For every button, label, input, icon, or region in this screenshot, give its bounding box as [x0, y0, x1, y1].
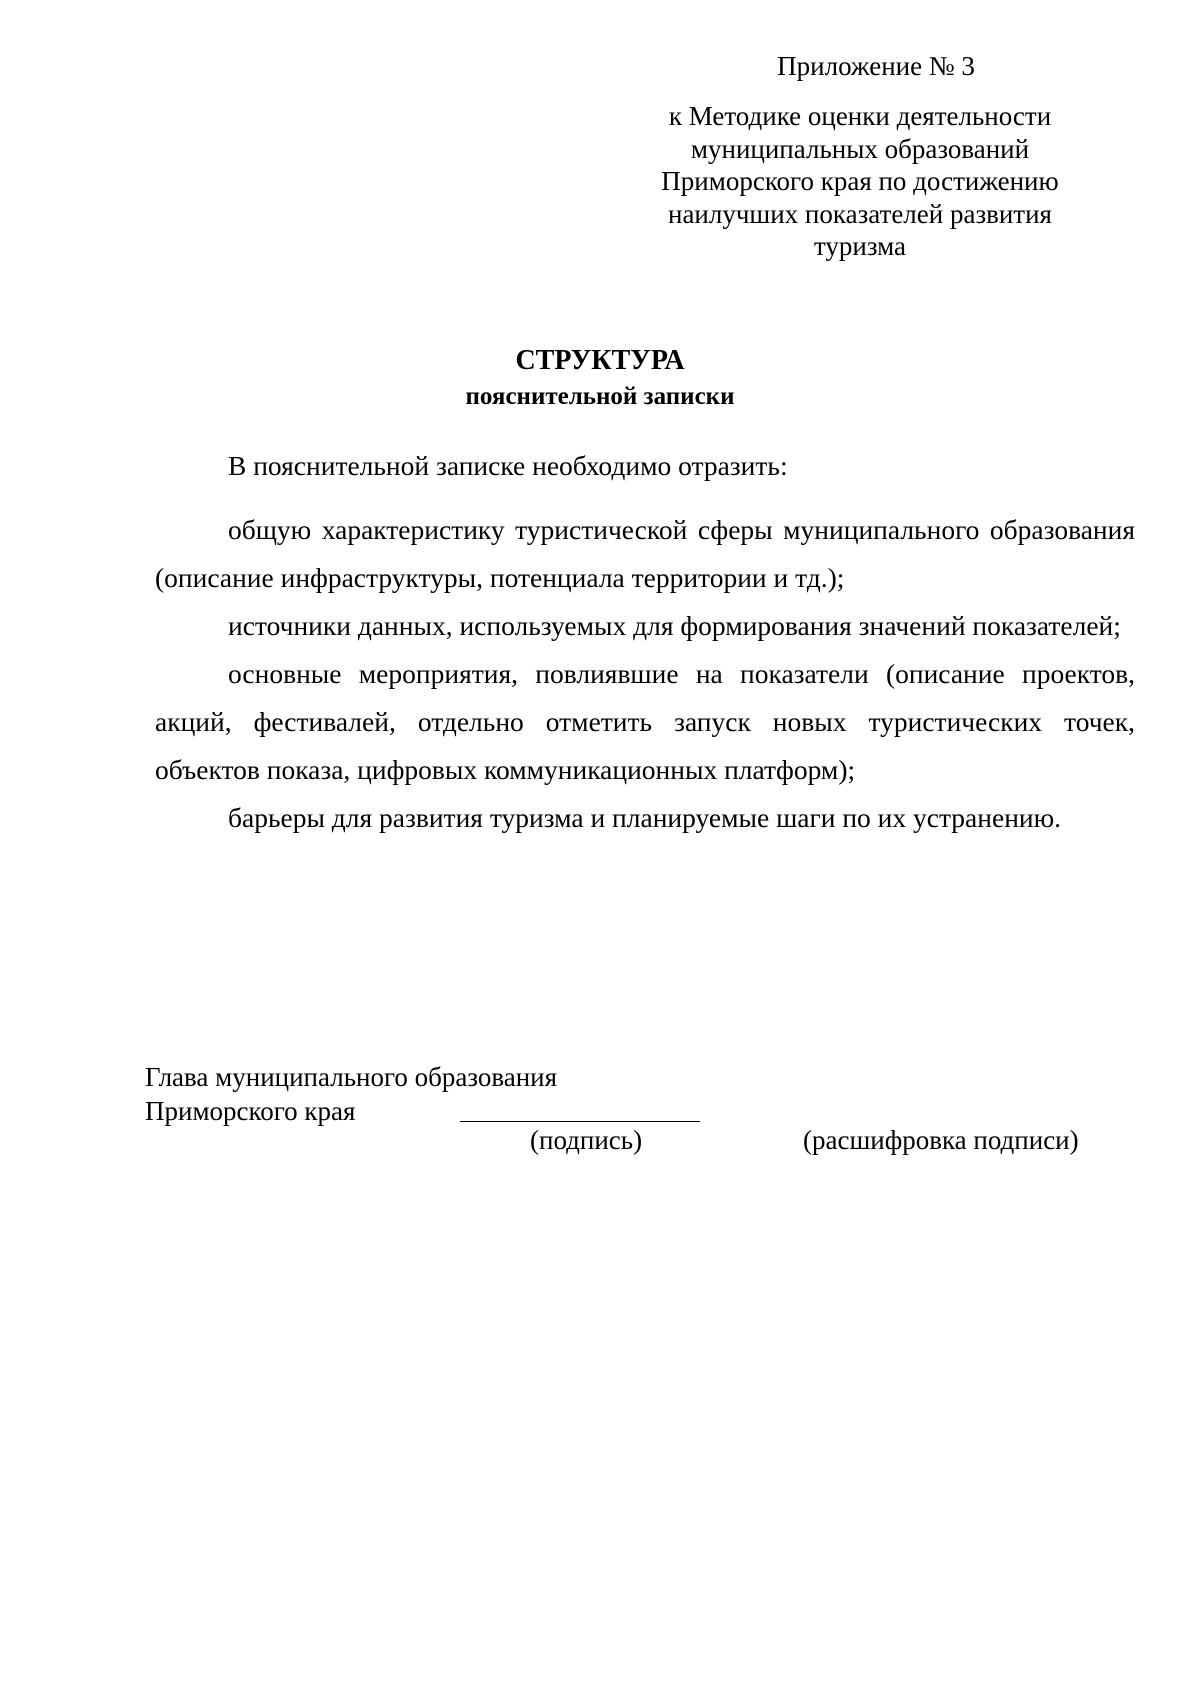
- appendix-description: [660, 100, 1060, 263]
- list-item: барьеры для развития туризма и планируемые шаги по их устранению.: [228, 802, 1062, 833]
- appendix-desc-line: Приморского края по достижению: [661, 166, 1059, 196]
- signatory-title-line: Глава муниципального образования: [145, 1062, 558, 1092]
- intro-text: В пояснительной записке необходимо отразить:: [228, 450, 788, 481]
- signatory-title-line: Приморского края: [145, 1096, 356, 1126]
- appendix-desc-line: наилучших показателей развития: [668, 198, 1052, 229]
- signature-caption: (подпись): [530, 1125, 643, 1155]
- list-item: общую характеристику туристической сферы муниципального образования (описание инфраструктуры, потенциала территории и тд.);: [155, 514, 1135, 593]
- document-title: СТРУКТУРА: [515, 345, 685, 376]
- signatory-title: [145, 1060, 557, 1128]
- signature-line: [460, 1121, 700, 1122]
- items-list: [155, 506, 1135, 842]
- intro-paragraph: [155, 442, 1135, 490]
- document-subtitle: пояснительной записки: [465, 383, 735, 410]
- appendix-desc-line: туризма: [813, 231, 907, 261]
- list-item: источники данных, используемых для формирования значений показателей;: [228, 610, 1121, 641]
- list-item: основные мероприятия, повлиявшие на показатели (описание проектов, акций, фестивалей, отдельно отметить запуск новых туристических точек, объектов показа, цифровых коммуникационных платформ);: [155, 658, 1135, 785]
- signature-decode-caption: (расшифровка подписи): [803, 1125, 1079, 1155]
- appendix-desc-line: к Методике оценки деятельности: [668, 101, 1052, 131]
- appendix-desc-line: муниципальных образований: [690, 133, 1030, 164]
- appendix-number: Приложение № 3: [777, 51, 975, 81]
